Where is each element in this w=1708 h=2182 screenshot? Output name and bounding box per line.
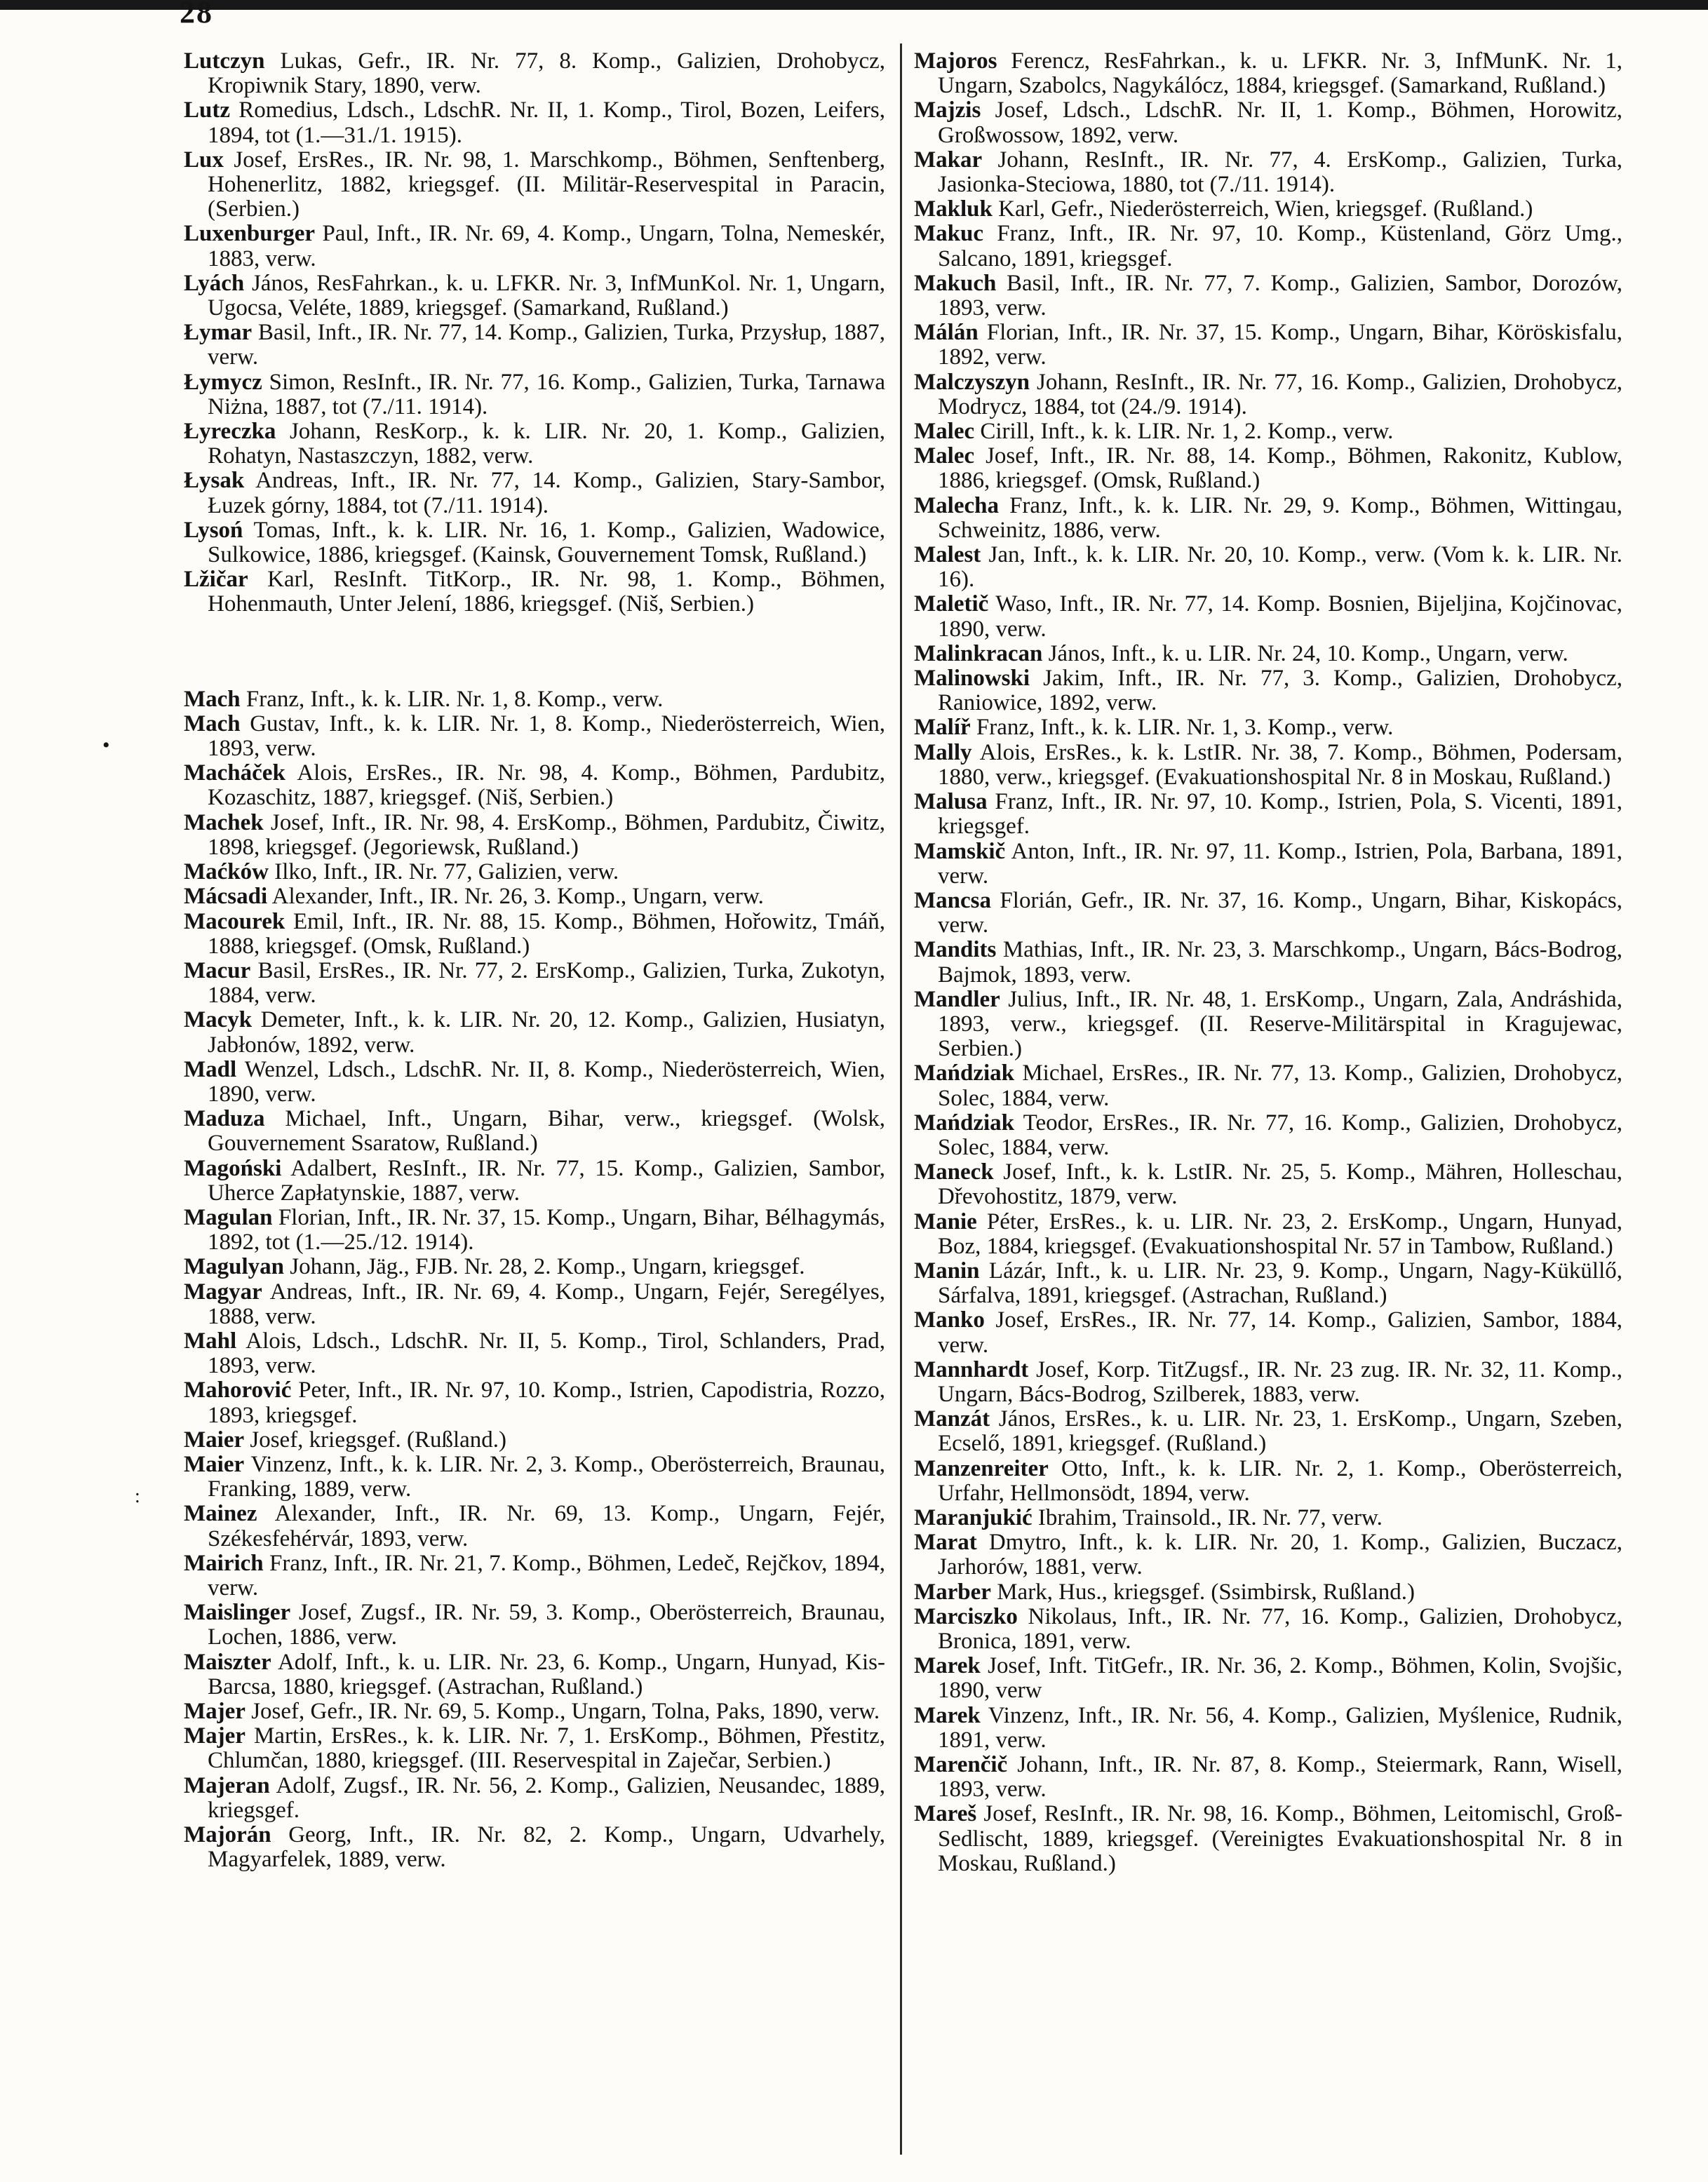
casualty-entry <box>914 1753 1622 1802</box>
entry-details: Franz, Inft., IR. Nr. 21, 7. Komp., Böhmen, Ledeč, Rejčkov, 1894, verw. <box>208 1550 885 1601</box>
entry-surname: Maiszter <box>184 1649 271 1675</box>
casualty-entry <box>914 1605 1622 1654</box>
entry-surname: Macur <box>184 957 251 983</box>
entry-surname: Mańdziak <box>914 1110 1015 1136</box>
casualty-entry <box>914 1704 1622 1753</box>
entry-details: Adolf, Zugsf., IR. Nr. 56, 2. Komp., Galizien, Neusandec, 1889, kriegsgef. <box>208 1772 885 1823</box>
casualty-entry <box>914 1530 1622 1580</box>
entry-details: Josef, Zugsf., IR. Nr. 59, 3. Komp., Oberösterreich, Braunau, Lochen, 1886, verw. <box>208 1600 885 1650</box>
entry-surname: Magoński <box>184 1155 282 1181</box>
casualty-entry <box>184 687 885 712</box>
entry-details: János, ResFahrkan., k. u. LFKR. Nr. 3, InfMunKol. Nr. 1, Ungarn, Ugocsa, Veléte, 1889, kriegsgef. (Samarkand, Rußland.) <box>208 270 885 321</box>
entry-details: Karl, Gefr., Niederösterreich, Wien, kriegsgef. (Rußland.) <box>998 196 1533 222</box>
entry-surname: Makluk <box>914 196 993 222</box>
entry-surname: Mandler <box>914 986 1000 1012</box>
entry-surname: Majer <box>184 1723 246 1749</box>
casualty-entry <box>914 790 1622 839</box>
entry-surname: Malíř <box>914 715 971 741</box>
entry-surname: Macourek <box>184 908 285 934</box>
casualty-entry <box>914 1580 1622 1605</box>
entry-surname: Marat <box>914 1530 977 1556</box>
entry-details: Josef, Inft., IR. Nr. 98, 4. ErsKomp., Böhmen, Pardubitz, Čiwitz, 1898, kriegsgef. (Jegoriewsk, Rußland.) <box>208 809 885 860</box>
entry-surname: Mańdziak <box>914 1060 1015 1086</box>
entry-surname: Mancsa <box>914 887 991 913</box>
casualty-entry <box>914 148 1622 197</box>
entry-surname: Maduza <box>184 1106 265 1132</box>
entry-surname: Łymar <box>184 320 253 346</box>
entry-details: Florián, Gefr., IR. Nr. 37, 16. Komp., Ungarn, Bihar, Kiskopács, verw. <box>938 887 1622 938</box>
entry-details: Josef, Inft., k. k. LstIR. Nr. 25, 5. Komp., Mähren, Holleschau, Dřevohostitz, 1879, verw. <box>938 1159 1622 1210</box>
entry-details: Georg, Inft., IR. Nr. 82, 2. Komp., Ungarn, Udvarhely, Magyarfelek, 1889, verw. <box>208 1822 885 1873</box>
casualty-entry <box>914 1506 1622 1530</box>
casualty-entry <box>914 840 1622 889</box>
page-number: 28 <box>180 0 213 29</box>
casualty-entry <box>184 910 885 959</box>
casualty-entry <box>184 959 885 1008</box>
entry-surname: Malinkracan <box>914 640 1043 666</box>
casualty-entry <box>184 811 885 860</box>
entry-details: János, Inft., k. u. LIR. Nr. 24, 10. Komp., Ungarn, verw. <box>1048 640 1568 666</box>
casualty-entry <box>184 1329 885 1378</box>
casualty-entry <box>914 938 1622 987</box>
entry-details: Lázár, Inft., k. u. LIR. Nr. 23, 9. Komp., Ungarn, Nagy-Küküllő, Sárfalva, 1891, kriegsgef. (Astrachan, Rußland.) <box>938 1258 1622 1309</box>
casualty-entry <box>184 1157 885 1206</box>
entry-surname: Majoros <box>914 49 997 74</box>
entry-surname: Łymycz <box>184 369 262 395</box>
entry-details: Franz, Inft., k. k. LIR. Nr. 29, 9. Komp., Böhmen, Wittingau, Schweinitz, 1886, verw. <box>938 492 1622 543</box>
entry-details: Alexander, Inft., IR. Nr. 69, 13. Komp., Ungarn, Fejér, Székesfehérvár, 1893, verw. <box>208 1501 885 1551</box>
entry-details: Johann, Jäg., FJB. Nr. 28, 2. Komp., Ungarn, kriegsgef. <box>290 1254 805 1280</box>
entry-details: Andreas, Inft., IR. Nr. 77, 14. Komp., Galizien, Stary-Sambor, Łuzek górny, 1884, tot (7./11. 1914). <box>208 468 885 518</box>
entry-surname: Mareš <box>914 1801 977 1827</box>
casualty-entry <box>914 666 1622 715</box>
casualty-entry <box>184 860 885 884</box>
entry-details: Romedius, Ldsch., LdschR. Nr. II, 1. Komp., Tirol, Bozen, Leifers, 1894, tot (1.—31./1. 1915). <box>208 97 885 148</box>
entry-details: Alexander, Inft., IR. Nr. 26, 3. Komp., Ungarn, verw. <box>271 884 764 910</box>
casualty-entry <box>184 321 885 370</box>
entry-surname: Mahl <box>184 1328 237 1354</box>
entry-surname: Łyreczka <box>184 419 276 445</box>
entry-surname: Malec <box>914 443 975 469</box>
entry-details: János, ErsRes., k. u. LIR. Nr. 23, 1. ErsKomp., Ungarn, Szeben, Ecselő, 1891, kriegsgef. (Rußland.) <box>938 1406 1622 1457</box>
casualty-entry <box>914 494 1622 543</box>
entry-surname: Mahorović <box>184 1378 292 1403</box>
casualty-entry <box>184 567 885 617</box>
entry-details: Franz, Inft., IR. Nr. 97, 10. Komp., Istrien, Pola, S. Vicenti, 1891, kriegsgef. <box>938 789 1622 840</box>
entry-details: Basil, Inft., IR. Nr. 77, 14. Komp., Galizien, Turka, Przysłup, 1887, verw. <box>208 320 885 370</box>
casualty-entry <box>184 1008 885 1057</box>
casualty-entry <box>914 1654 1622 1703</box>
entry-details: Wenzel, Ldsch., LdschR. Nr. II, 8. Komp., Niederösterreich, Wien, 1890, verw. <box>208 1056 885 1107</box>
entry-surname: Maneck <box>914 1159 994 1185</box>
casualty-entry <box>914 715 1622 740</box>
entry-details: Anton, Inft., IR. Nr. 97, 11. Komp., Istrien, Pola, Barbana, 1891, verw. <box>938 838 1622 889</box>
entry-details: Josef, kriegsgef. (Rußland.) <box>250 1427 507 1453</box>
entry-details: Otto, Inft., k. k. LIR. Nr. 2, 1. Komp., Oberösterreich, Urfahr, Hellmonsödt, 1894, verw. <box>938 1455 1622 1506</box>
casualty-entry <box>184 761 885 810</box>
entry-details: Josef, ResInft., IR. Nr. 98, 16. Komp., Böhmen, Leitomischl, Groß-Sedlischt, 1889, kriegsgef. (Vereinigtes Evakuationshospital Nr. 8 in Moskau, Rußland.) <box>938 1801 1622 1876</box>
casualty-entry <box>184 1650 885 1699</box>
entry-details: Franz, Inft., IR. Nr. 97, 10. Komp., Küstenland, Görz Umg., Salcano, 1891, kriegsgef. <box>938 221 1622 271</box>
entry-surname: Lysoń <box>184 517 243 543</box>
entry-surname: Machek <box>184 809 264 835</box>
entry-details: Jakim, Inft., IR. Nr. 77, 3. Komp., Galizien, Drohobycz, Raniowice, 1892, verw. <box>938 666 1622 716</box>
entry-details: Demeter, Inft., k. k. LIR. Nr. 20, 12. Komp., Galizien, Husiatyn, Jabłonów, 1892, verw. <box>208 1007 885 1058</box>
entry-surname: Malusa <box>914 789 988 815</box>
entry-surname: Madl <box>184 1056 237 1082</box>
entry-details: Basil, Inft., IR. Nr. 77, 7. Komp., Galizien, Sambor, Dorozów, 1893, verw. <box>938 270 1622 321</box>
margin-bullet-mark: • <box>102 734 110 757</box>
entry-surname: Mach <box>184 686 241 712</box>
casualty-entry <box>914 1210 1622 1259</box>
entry-details: Alois, ErsRes., IR. Nr. 98, 4. Komp., Böhmen, Pardubitz, Kozaschitz, 1887, kriegsgef. (Niš, Serbien.) <box>208 760 885 811</box>
entry-surname: Magulyan <box>184 1254 285 1280</box>
entry-surname: Maislinger <box>184 1600 291 1626</box>
entry-surname: Majeran <box>184 1772 270 1798</box>
casualty-entry <box>184 370 885 419</box>
casualty-entry <box>184 148 885 222</box>
column-divider <box>900 43 902 2155</box>
entry-details: Julius, Inft., IR. Nr. 48, 1. ErsKomp., Ungarn, Zala, Andráshida, 1893, verw., kriegsgef. (II. Reserve-Militärspital in Kragujewac, Serbien.) <box>938 986 1622 1062</box>
casualty-entry <box>184 1551 885 1601</box>
entry-details: Gustav, Inft., k. k. LIR. Nr. 1, 8. Komp., Niederösterreich, Wien, 1893, verw. <box>208 711 885 762</box>
entry-surname: Malinowski <box>914 666 1030 692</box>
entry-details: Adolf, Inft., k. u. LIR. Nr. 23, 6. Komp., Ungarn, Hunyad, Kis-Barcsa, 1880, kriegsgef. (Astrachan, Rußland.) <box>208 1649 885 1699</box>
entry-surname: Majorán <box>184 1822 271 1848</box>
entry-surname: Manie <box>914 1208 977 1234</box>
casualty-entry <box>914 592 1622 641</box>
casualty-entry <box>914 1259 1622 1308</box>
casualty-entry <box>914 1358 1622 1407</box>
entry-details: Josef, Gefr., IR. Nr. 69, 5. Komp., Ungarn, Tolna, Paks, 1890, verw. <box>251 1699 880 1724</box>
entry-details: Florian, Inft., IR. Nr. 37, 15. Komp., Ungarn, Bihar, Bélhagymás, 1892, tot (1.—25./12. 1914). <box>208 1204 885 1255</box>
casualty-entry <box>184 1058 885 1107</box>
casualty-entry <box>184 1601 885 1650</box>
entry-surname: Mally <box>914 739 972 765</box>
entry-surname: Majzis <box>914 97 981 123</box>
casualty-entry <box>914 370 1622 419</box>
entry-details: Cirill, Inft., k. k. LIR. Nr. 1, 2. Komp., verw. <box>980 419 1394 445</box>
entry-details: Josef, Inft. TitGefr., IR. Nr. 36, 2. Komp., Böhmen, Kolin, Svojšic, 1890, verw <box>938 1653 1622 1704</box>
entry-details: Franz, Inft., k. k. LIR. Nr. 1, 8. Komp., verw. <box>246 686 664 712</box>
entry-surname: Majer <box>184 1699 246 1724</box>
entry-surname: Makuch <box>914 270 997 296</box>
entry-details: Vinzenz, Inft., IR. Nr. 56, 4. Komp., Galizien, Myślenice, Rudnik, 1891, verw. <box>938 1702 1622 1753</box>
entry-details: Jan, Inft., k. k. LIR. Nr. 20, 10. Komp., verw. (Vom k. k. LIR. Nr. 16). <box>938 542 1622 593</box>
casualty-entry <box>184 469 885 518</box>
casualty-entry <box>184 1280 885 1329</box>
casualty-entry <box>914 889 1622 938</box>
entry-surname: Macyk <box>184 1007 253 1033</box>
entry-surname: Makar <box>914 147 983 173</box>
casualty-entry <box>184 1823 885 1872</box>
casualty-entry <box>184 1107 885 1156</box>
entry-surname: Lutczyn <box>184 49 265 74</box>
entry-surname: Malczyszyn <box>914 369 1030 395</box>
entry-surname: Mácsadi <box>184 884 268 910</box>
entry-details: Lukas, Gefr., IR. Nr. 77, 8. Komp., Galizien, Drohobycz, Kropiwnik Stary, 1890, verw. <box>208 49 885 99</box>
left-column <box>184 49 885 2153</box>
entry-surname: Maćków <box>184 859 269 885</box>
casualty-entry <box>914 1061 1622 1110</box>
page-top-edge <box>0 0 1708 10</box>
entry-details: Tomas, Inft., k. k. LIR. Nr. 16, 1. Komp., Galizien, Wadowice, Sulkowice, 1886, kriegsgef. (Kainsk, Gouvernement Tomsk, Rußland.) <box>208 517 885 568</box>
entry-surname: Maranjukić <box>914 1504 1033 1530</box>
entry-surname: Mamskič <box>914 838 1006 864</box>
entry-details: Alois, Ldsch., LdschR. Nr. II, 5. Komp., Tirol, Schlanders, Prad, 1893, verw. <box>208 1328 885 1379</box>
entry-surname: Manin <box>914 1258 980 1284</box>
casualty-entry <box>184 49 885 98</box>
entry-details: Karl, ResInft. TitKorp., IR. Nr. 98, 1. Komp., Böhmen, Hohenmauth, Unter Jelení, 1886, kriegsgef. (Niš, Serbien.) <box>208 567 885 617</box>
entry-surname: Manzenreiter <box>914 1455 1049 1481</box>
casualty-entry <box>184 1699 885 1724</box>
entry-details: Dmytro, Inft., k. k. LIR. Nr. 20, 1. Komp., Galizien, Buczacz, Jarhorów, 1881, verw. <box>938 1530 1622 1580</box>
casualty-entry <box>184 1206 885 1255</box>
casualty-entry <box>914 1802 1622 1876</box>
entry-details: Peter, Inft., IR. Nr. 97, 10. Komp., Istrien, Capodistria, Rozzo, 1893, kriegsgef. <box>208 1378 885 1428</box>
entry-surname: Magulan <box>184 1204 273 1230</box>
entry-surname: Lžičar <box>184 567 248 593</box>
entry-surname: Maier <box>184 1451 245 1477</box>
casualty-entry <box>914 988 1622 1062</box>
entry-details: Basil, ErsRes., IR. Nr. 77, 2. ErsKomp., Galizien, Turka, Zukotyn, 1884, verw. <box>208 957 885 1009</box>
entry-details: Paul, Inft., IR. Nr. 69, 4. Komp., Ungarn, Tolna, Nemeskér, 1883, verw. <box>208 221 885 271</box>
casualty-entry <box>914 271 1622 321</box>
entry-details: Teodor, ErsRes., IR. Nr. 77, 16. Komp., Galizien, Drohobycz, Solec, 1884, verw. <box>938 1110 1622 1160</box>
entry-details: Vinzenz, Inft., k. k. LIR. Nr. 2, 3. Komp., Oberösterreich, Braunau, Franking, 1889, verw. <box>208 1451 885 1502</box>
entry-details: Josef, ErsRes., IR. Nr. 98, 1. Marschkomp., Böhmen, Senftenberg, Hohenerlitz, 1882, kriegsgef. (II. Militär-Reservespital in Paracin, (Serbien.) <box>208 147 885 222</box>
entry-surname: Mandits <box>914 937 997 963</box>
casualty-entry <box>914 49 1622 98</box>
entry-details: Ibrahim, Trainsold., IR. Nr. 77, verw. <box>1037 1504 1383 1530</box>
casualty-entry <box>914 321 1622 370</box>
right-column <box>914 49 1622 2153</box>
entry-details: Mathias, Inft., IR. Nr. 23, 3. Marschkomp., Ungarn, Bács-Bodrog, Bajmok, 1893, verw. <box>938 937 1622 988</box>
casualty-entry <box>914 222 1622 271</box>
entry-details: Ferencz, ResFahrkan., k. u. LFKR. Nr. 3, InfMunK. Nr. 1, Ungarn, Szabolcs, Nagykálócz, 1884, kriegsgef. (Samarkand, Rußland.) <box>938 49 1622 99</box>
casualty-entry <box>914 1457 1622 1506</box>
entry-details: Adalbert, ResInft., IR. Nr. 77, 15. Komp., Galizien, Sambor, Uherce Zapłatynskie, 1887, verw. <box>208 1155 885 1206</box>
entry-surname: Manko <box>914 1307 985 1333</box>
entry-details: Péter, ErsRes., k. u. LIR. Nr. 23, 2. ErsKomp., Ungarn, Hunyad, Boz, 1884, kriegsgef. (Evakuationshospital Nr. 57 in Tambow, Rußland.) <box>938 1208 1622 1259</box>
margin-colon-mark: : <box>135 1486 140 1507</box>
entry-details: Josef, Korp. TitZugsf., IR. Nr. 23 zug. IR. Nr. 32, 11. Komp., Ungarn, Bács-Bodrog, Szilberek, 1883, verw. <box>938 1356 1622 1407</box>
entry-surname: Maier <box>184 1427 245 1453</box>
casualty-entry <box>184 271 885 321</box>
entry-details: Emil, Inft., IR. Nr. 88, 15. Komp., Böhmen, Hořowitz, Tmáň, 1888, kriegsgef. (Omsk, Rußland.) <box>208 908 885 959</box>
casualty-entry <box>184 1453 885 1502</box>
casualty-entry <box>184 1774 885 1823</box>
casualty-entry <box>914 98 1622 147</box>
entry-details: Ilko, Inft., IR. Nr. 77, Galizien, verw. <box>274 859 619 885</box>
casualty-entry <box>184 884 885 909</box>
casualty-entry <box>184 1428 885 1453</box>
entry-details: Mark, Hus., kriegsgef. (Ssimbirsk, Rußland.) <box>997 1579 1415 1605</box>
entry-surname: Mainez <box>184 1501 257 1527</box>
casualty-entry <box>184 419 885 469</box>
casualty-entry <box>914 1407 1622 1456</box>
entry-surname: Marenčič <box>914 1752 1008 1778</box>
casualty-entry <box>914 444 1622 493</box>
entry-surname: Makuc <box>914 221 983 247</box>
entry-surname: Mairich <box>184 1550 264 1576</box>
casualty-entry <box>184 1724 885 1773</box>
entry-surname: Lux <box>184 147 224 173</box>
entry-details: Nikolaus, Inft., IR. Nr. 77, 16. Komp., Galizien, Drohobycz, Bronica, 1891, verw. <box>938 1603 1622 1654</box>
entry-details: Waso, Inft., IR. Nr. 77, 14. Komp. Bosnien, Bijeljina, Kojčinovac, 1890, verw. <box>938 591 1622 642</box>
entry-details: Josef, ErsRes., IR. Nr. 77, 14. Komp., Galizien, Sambor, 1884, verw. <box>938 1307 1622 1358</box>
casualty-entry <box>914 741 1622 790</box>
entry-details: Martin, ErsRes., k. k. LIR. Nr. 7, 1. ErsKomp., Böhmen, Přestitz, Chlumčan, 1880, kriegsgef. (III. Reservespital in Zaječar, Serbien.) <box>208 1723 885 1774</box>
casualty-entry <box>914 197 1622 222</box>
entry-surname: Maletič <box>914 591 989 617</box>
entry-surname: Łysak <box>184 468 245 494</box>
casualty-entry <box>914 543 1622 592</box>
entry-surname: Magyar <box>184 1279 262 1305</box>
entry-surname: Malec <box>914 419 975 445</box>
entry-details: Johann, ResInft., IR. Nr. 77, 16. Komp., Galizien, Drohobycz, Modrycz, 1884, tot (24./9. 1914). <box>938 369 1622 419</box>
entry-details: Florian, Inft., IR. Nr. 37, 15. Komp., Ungarn, Bihar, Köröskisfalu, 1892, verw. <box>938 320 1622 370</box>
entry-details: Michael, Inft., Ungarn, Bihar, verw., kriegsgef. (Wolsk, Gouvernement Ssaratow, Rußland.) <box>208 1106 885 1157</box>
entry-surname: Mach <box>184 711 241 736</box>
entry-details: Johann, ResInft., IR. Nr. 77, 4. ErsKomp., Galizien, Turka, Jasionka-Steciowa, 1880, tot (7./11. 1914). <box>938 147 1622 198</box>
entry-surname: Malecha <box>914 492 999 518</box>
entry-surname: Lyách <box>184 270 245 296</box>
casualty-entry <box>914 1111 1622 1160</box>
casualty-entry <box>914 1308 1622 1357</box>
section-gap <box>184 617 885 687</box>
entry-details: Andreas, Inft., IR. Nr. 69, 4. Komp., Ungarn, Fejér, Seregélyes, 1888, verw. <box>208 1279 885 1329</box>
entry-details: Franz, Inft., k. k. LIR. Nr. 1, 3. Komp., verw. <box>976 715 1394 741</box>
entry-details: Johann, ResKorp., k. k. LIR. Nr. 20, 1. Komp., Galizien, Rohatyn, Nastaszczyn, 1882, verw. <box>208 419 885 469</box>
casualty-entry <box>184 1378 885 1427</box>
casualty-entry <box>184 98 885 147</box>
entry-surname: Marek <box>914 1653 981 1679</box>
entry-surname: Lutz <box>184 97 230 123</box>
entry-details: Josef, Inft., IR. Nr. 88, 14. Komp., Böhmen, Rakonitz, Kublow, 1886, kriegsgef. (Omsk, Rußland.) <box>938 443 1622 494</box>
entry-surname: Marber <box>914 1579 991 1605</box>
entry-details: Josef, Ldsch., LdschR. Nr. II, 1. Komp., Böhmen, Horowitz, Großwossow, 1892, verw. <box>938 97 1622 148</box>
casualty-entry <box>914 419 1622 444</box>
casualty-entry <box>184 222 885 271</box>
entry-surname: Macháček <box>184 760 285 786</box>
entry-details: Michael, ErsRes., IR. Nr. 77, 13. Komp., Galizien, Drohobycz, Solec, 1884, verw. <box>938 1060 1622 1111</box>
entry-details: Alois, ErsRes., k. k. LstIR. Nr. 38, 7. Komp., Böhmen, Podersam, 1880, verw., kriegsgef. (Evakuationshospital Nr. 8 in Moskau, Rußland.) <box>938 739 1622 790</box>
casualty-entry <box>184 518 885 567</box>
entry-details: Johann, Inft., IR. Nr. 87, 8. Komp., Steiermark, Rann, Wisell, 1893, verw. <box>938 1752 1622 1803</box>
entry-surname: Mannhardt <box>914 1356 1029 1382</box>
entry-surname: Marciszko <box>914 1603 1018 1629</box>
casualty-entry <box>914 1160 1622 1209</box>
casualty-entry <box>184 1502 885 1551</box>
entry-surname: Luxenburger <box>184 221 316 247</box>
entry-surname: Manzát <box>914 1406 990 1432</box>
entry-surname: Marek <box>914 1702 981 1728</box>
casualty-entry <box>184 1255 885 1279</box>
entry-surname: Malest <box>914 542 981 568</box>
entry-surname: Málán <box>914 320 979 346</box>
entry-details: Simon, ResInft., IR. Nr. 77, 16. Komp., Galizien, Turka, Tarnawa Niżna, 1887, tot (7./11. 1914). <box>208 369 885 419</box>
casualty-entry <box>914 642 1622 666</box>
casualty-entry <box>184 712 885 761</box>
